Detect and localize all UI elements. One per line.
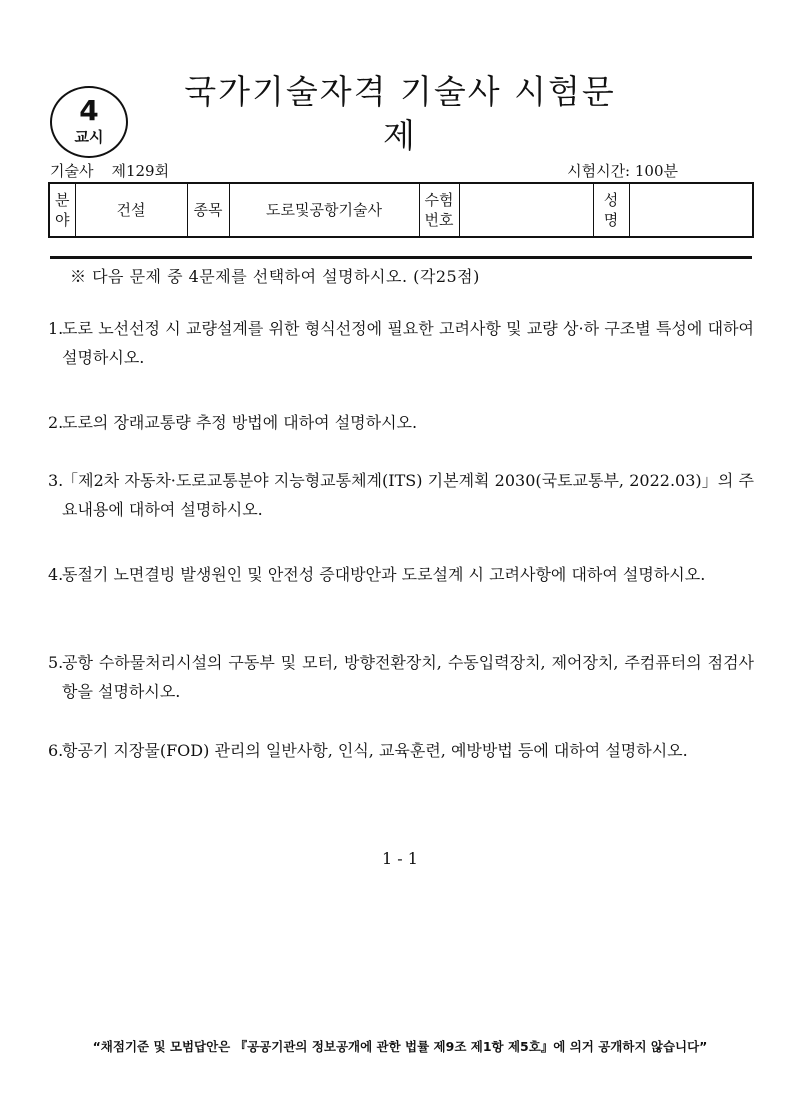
- question-number: 1.: [48, 319, 64, 338]
- type-label: 종목: [187, 183, 229, 237]
- field-value: 건설: [75, 183, 187, 237]
- period-number: 4: [79, 94, 99, 127]
- question-text: 항공기 지장물(FOD) 관리의 일반사항, 인식, 교육훈련, 예방방법 등에 대하여 설명하시오.: [62, 741, 688, 760]
- field-label: 분 야: [49, 183, 75, 237]
- question-text: 「제2차 자동차·도로교통분야 지능형교통체계(ITS) 기본계획 2030(국토교통부, 2022.03)」의 주요내용에 대하여 설명하시오.: [62, 471, 754, 519]
- question-text: 동절기 노면결빙 발생원인 및 안전성 증대방안과 도로설계 시 고려사항에 대하여 설명하시오.: [62, 565, 706, 584]
- exam-time: 시험시간: 100분: [567, 162, 678, 180]
- exam-round: 제129회: [111, 162, 170, 180]
- page-title: 국가기술자격 기술사 시험문제: [184, 72, 616, 155]
- question-item: [48, 466, 754, 524]
- type-value: 도로및공항기술사: [229, 183, 419, 237]
- period-badge: [50, 86, 128, 158]
- question-number: 5.: [48, 653, 64, 672]
- question-number: 6.: [48, 741, 64, 760]
- exam-info-table: [48, 182, 754, 238]
- question-item: [48, 736, 754, 765]
- question-item: [48, 408, 754, 437]
- instruction-text: ※ 다음 문제 중 4문제를 선택하여 설명하시오. (각25점): [70, 267, 480, 286]
- question-item: [48, 648, 754, 706]
- question-number: 4.: [48, 565, 64, 584]
- question-number: 3.: [48, 471, 64, 490]
- disclosure-notice: “채점기준 및 모범답안은 『공공기관의 정보공개에 관한 법률 제9조 제1항 제5호』에 의거 공개하지 않습니다”: [92, 1039, 708, 1054]
- name-label: 성 명: [593, 183, 629, 237]
- question-text: 공항 수하물처리시설의 구동부 및 모터, 방향전환장치, 수동입력장치, 제어장치, 주컴퓨터의 점검사항을 설명하시오.: [62, 653, 754, 701]
- section-divider: [50, 256, 752, 259]
- question-text: 도로 노선선정 시 교량설계를 위한 형식선정에 필요한 고려사항 및 교량 상·하 구조별 특성에 대하여 설명하시오.: [62, 319, 754, 367]
- exam-number-field[interactable]: [459, 183, 593, 237]
- page-number: 1 - 1: [382, 849, 418, 868]
- question-item: [48, 560, 754, 589]
- question-item: [48, 314, 754, 372]
- question-text: 도로의 장래교통량 추정 방법에 대하여 설명하시오.: [62, 413, 418, 432]
- question-number: 2.: [48, 413, 64, 432]
- exam-meta: [50, 161, 187, 181]
- exam-number-label: 수험 번호: [419, 183, 459, 237]
- exam-category: 기술사: [50, 162, 94, 180]
- period-label: 교시: [74, 128, 104, 146]
- name-field[interactable]: [629, 183, 753, 237]
